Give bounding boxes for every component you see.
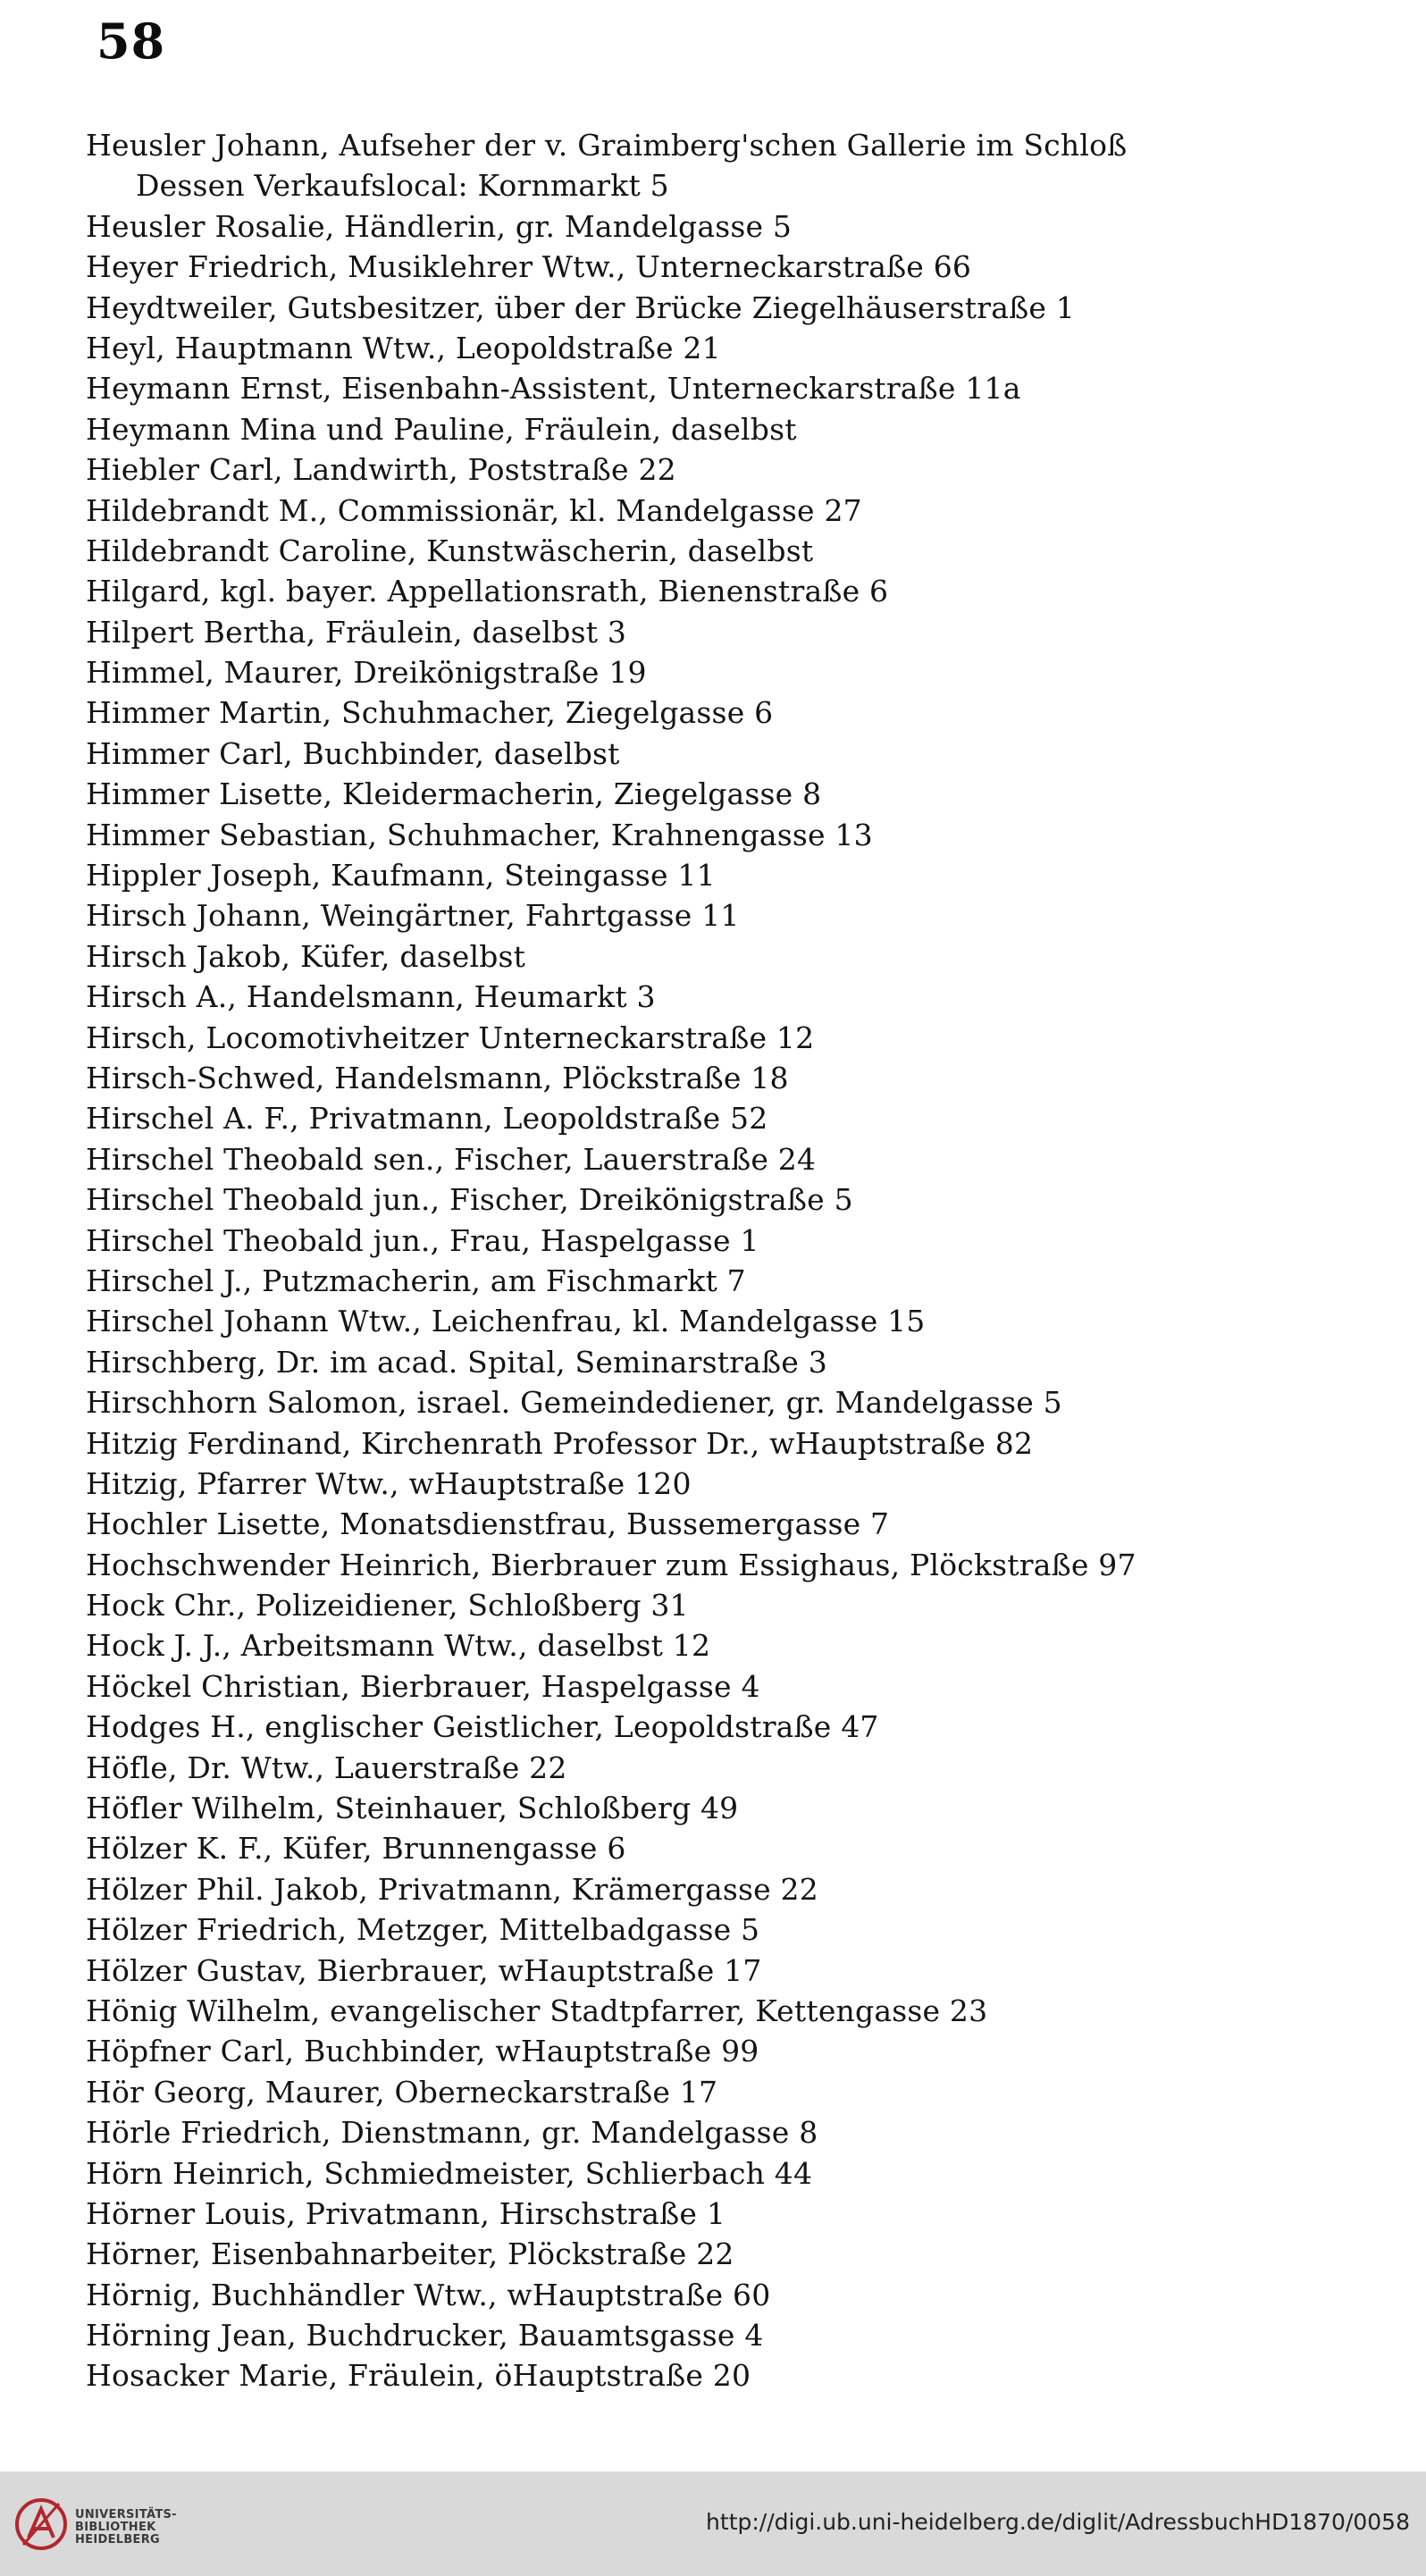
address-entry: Hölzer Phil. Jakob, Privatmann, Krämergasse 22	[86, 1871, 818, 1907]
address-entry: Hirschberg, Dr. im acad. Spital, Seminarstraße 3	[86, 1344, 827, 1380]
address-entry: Hirsch A., Handelsmann, Heumarkt 3	[86, 979, 656, 1015]
address-entry: Hörnig, Buchhändler Wtw., wHauptstraße 60	[86, 2277, 771, 2312]
address-entry: Hölzer Friedrich, Metzger, Mittelbadgasse 5	[86, 1912, 760, 1948]
address-entry: Hochschwender Heinrich, Bierbrauer zum Essighaus, Plöckstraße 97	[86, 1547, 1137, 1582]
address-entry: Hirschel A. F., Privatmann, Leopoldstraße 52	[86, 1101, 768, 1137]
address-entry: Heusler Johann, Aufseher der v. Graimberg'schen Gallerie im Schloß	[86, 128, 1128, 163]
address-entry: Hörning Jean, Buchdrucker, Bauamtsgasse 4	[86, 2318, 764, 2354]
address-entry: Himmer Carl, Buchbinder, daselbst	[86, 735, 620, 771]
address-entry: Heydtweiler, Gutsbesitzer, über der Brücke Ziegelhäuserstraße 1	[86, 289, 1075, 325]
address-entry: Hirsch-Schwed, Handelsmann, Plöckstraße 18	[86, 1060, 789, 1095]
address-entry: Heymann Ernst, Eisenbahn-Assistent, Unterneckarstraße 11a	[86, 371, 1021, 407]
address-entry: Hirschhorn Salomon, israel. Gemeindediener, gr. Mandelgasse 5	[86, 1385, 1062, 1421]
address-entry: Hör Georg, Maurer, Oberneckarstraße 17	[86, 2074, 718, 2110]
logo-line: UNIVERSITÄTS-	[75, 2508, 177, 2521]
address-entry: Hörn Heinrich, Schmiedmeister, Schlierbach 44	[86, 2155, 813, 2191]
address-entry: Hildebrandt M., Commissionär, kl. Mandelgasse 27	[86, 492, 862, 528]
address-entry: Hitzig Ferdinand, Kirchenrath Professor Dr., wHauptstraße 82	[86, 1425, 1034, 1461]
address-entry: Hörner, Eisenbahnarbeiter, Plöckstraße 22	[86, 2236, 734, 2272]
address-entry: Hirschel Johann Wtw., Leichenfrau, kl. Mandelgasse 15	[86, 1304, 926, 1339]
library-logo-text	[75, 2509, 177, 2547]
address-entry: Hock Chr., Polizeidiener, Schloßberg 31	[86, 1588, 689, 1624]
address-entry: Heyer Friedrich, Musiklehrer Wtw., Unterneckarstraße 66	[86, 249, 972, 285]
logo-line: HEIDELBERG	[75, 2533, 161, 2547]
address-entry: Hiebler Carl, Landwirth, Poststraße 22	[86, 452, 676, 488]
address-entry: Hilpert Bertha, Fräulein, daselbst 3	[86, 614, 627, 650]
address-entry: Hirschel Theobald jun., Fischer, Dreikönigstraße 5	[86, 1182, 853, 1218]
address-entry: Höpfner Carl, Buchbinder, wHauptstraße 99	[86, 2034, 759, 2069]
university-library-seal-icon	[14, 2493, 68, 2555]
address-entry: Hippler Joseph, Kaufmann, Steingasse 11	[86, 858, 716, 894]
address-entry: Hochler Lisette, Monatsdienstfrau, Bussemergasse 7	[86, 1506, 890, 1542]
address-entry: Himmer Lisette, Kleidermacherin, Ziegelgasse 8	[86, 776, 822, 812]
source-url-link[interactable]: http://digi.ub.uni-heidelberg.de/diglit/AdressbuchHD1870/0058	[706, 2509, 1410, 2535]
address-entry-list	[86, 125, 1372, 2396]
address-entry: Hosacker Marie, Fräulein, öHauptstraße 20	[86, 2358, 751, 2394]
address-entry: Hörle Friedrich, Dienstmann, gr. Mandelgasse 8	[86, 2115, 818, 2151]
address-entry: Höfler Wilhelm, Steinhauer, Schloßberg 49	[86, 1791, 739, 1826]
address-entry: Hönig Wilhelm, evangelischer Stadtpfarrer, Kettengasse 23	[86, 1993, 988, 2028]
address-entry: Hilgard, kgl. bayer. Appellationsrath, Bienenstraße 6	[86, 574, 889, 609]
address-entry: Hock J. J., Arbeitsmann Wtw., daselbst 12	[86, 1628, 711, 1664]
page-number: 58	[96, 13, 166, 70]
address-entry: Hitzig, Pfarrer Wtw., wHauptstraße 120	[86, 1465, 692, 1501]
address-entry: Himmel, Maurer, Dreikönigstraße 19	[86, 655, 647, 691]
footer-bar	[0, 2471, 1426, 2576]
address-entry-continuation: Dessen Verkaufslocal: Kornmarkt 5	[136, 168, 669, 204]
address-entry: Heusler Rosalie, Händlerin, gr. Mandelgasse 5	[86, 208, 793, 244]
address-entry: Höckel Christian, Bierbrauer, Haspelgasse 4	[86, 1668, 760, 1704]
address-entry: Heyl, Hauptmann Wtw., Leopoldstraße 21	[86, 330, 721, 365]
address-entry: Hirschel J., Putzmacherin, am Fischmarkt 7	[86, 1263, 746, 1298]
address-entry: Hölzer Gustav, Bierbrauer, wHauptstraße 17	[86, 1952, 762, 1988]
address-entry: Heymann Mina und Pauline, Fräulein, daselbst	[86, 411, 797, 447]
address-entry: Hodges H., englischer Geistlicher, Leopoldstraße 47	[86, 1709, 879, 1745]
logo-line: BIBLIOTHEK	[75, 2521, 156, 2534]
address-entry: Hirschel Theobald sen., Fischer, Lauerstraße 24	[86, 1141, 817, 1177]
address-entry: Hirsch Johann, Weingärtner, Fahrtgasse 11	[86, 898, 740, 934]
address-entry: Himmer Martin, Schuhmacher, Ziegelgasse 6	[86, 695, 774, 731]
address-entry: Hörner Louis, Privatmann, Hirschstraße 1	[86, 2195, 726, 2231]
address-entry: Hirschel Theobald jun., Frau, Haspelgasse 1	[86, 1222, 759, 1258]
address-entry: Hölzer K. F., Küfer, Brunnengasse 6	[86, 1831, 626, 1867]
address-entry: Himmer Sebastian, Schuhmacher, Krahnengasse 13	[86, 817, 873, 852]
address-entry: Hirsch Jakob, Küfer, daselbst	[86, 938, 526, 974]
address-entry: Höfle, Dr. Wtw., Lauerstraße 22	[86, 1749, 567, 1785]
address-entry: Hirsch, Locomotivheitzer Unterneckarstraße 12	[86, 1019, 815, 1055]
address-entry: Hildebrandt Caroline, Kunstwäscherin, daselbst	[86, 533, 814, 568]
library-logo[interactable]	[14, 2486, 193, 2563]
